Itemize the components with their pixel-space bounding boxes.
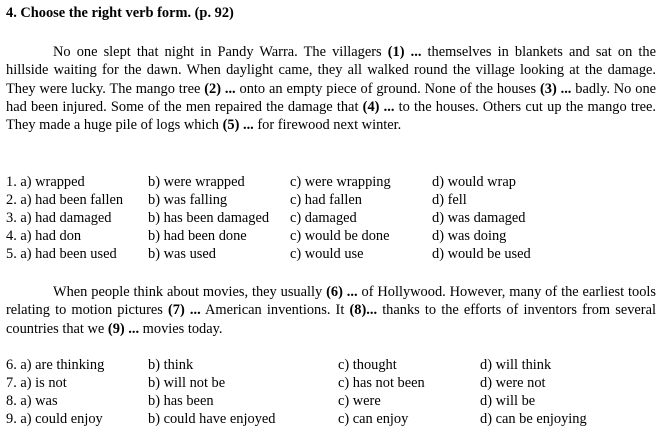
option-7b: b) will not be bbox=[148, 375, 226, 391]
option-6b: b) think bbox=[148, 357, 194, 373]
option-9b: b) could have enjoyed bbox=[148, 411, 276, 427]
option-1a: 1. a) wrapped bbox=[6, 174, 85, 190]
option-4b: b) had been done bbox=[148, 228, 247, 244]
passage-1: No one slept that night in Pandy Warra. The villagers (1) ... themselves in blankets and sat on the hillside waiting for the dawn. When daylight came, they all walked round the village looking at the damage. They were lucky. The mango tree (2) ... onto an empty piece of ground. None of the houses (3) ... badly. No one had been injured. Some of the men repaired the damage that (4) ... to the houses. Others cut up the mango tree. They made a huge pile of logs which (5) ... for firewood next winter. bbox=[6, 44, 657, 134]
option-3b: b) has been damaged bbox=[148, 210, 270, 226]
option-1d: d) would wrap bbox=[432, 174, 516, 190]
option-9c: c) can enjoy bbox=[338, 411, 409, 427]
option-6a: 6. a) are thinking bbox=[6, 357, 105, 373]
exercise-heading: 4. Choose the right verb form. (p. 92) bbox=[6, 5, 234, 21]
option-2a: 2. a) had been fallen bbox=[6, 192, 124, 208]
option-4d: d) was doing bbox=[432, 228, 507, 244]
option-7a: 7. a) is not bbox=[6, 375, 67, 391]
option-5d: d) would be used bbox=[432, 246, 531, 262]
option-7c: c) has not been bbox=[338, 375, 425, 391]
option-8c: c) were bbox=[338, 393, 381, 409]
blank-7: (7) ... bbox=[167, 302, 201, 319]
blank-3: (3) ... bbox=[539, 80, 572, 97]
option-8b: b) has been bbox=[148, 393, 214, 409]
passage-2: When people think about movies, they usually (6) ... of Hollywood. However, many of the earliest tools relating to motion pictures (7) ... American inventions. It (8)... thanks to the efforts of inventors from several countries that we (9) ... movies today. bbox=[6, 284, 656, 337]
option-1b: b) were wrapped bbox=[148, 174, 245, 190]
option-7d: d) were not bbox=[480, 375, 546, 391]
option-5a: 5. a) had been used bbox=[6, 246, 117, 262]
option-8a: 8. a) was bbox=[6, 393, 58, 409]
option-5b: b) was used bbox=[148, 246, 216, 262]
blank-5: (5) ... bbox=[222, 117, 254, 134]
option-2b: b) was falling bbox=[148, 192, 228, 208]
option-6d: d) will think bbox=[480, 357, 552, 373]
option-9d: d) can be enjoying bbox=[480, 411, 587, 427]
blank-6: (6) ... bbox=[326, 284, 358, 300]
option-3a: 3. a) had damaged bbox=[6, 210, 112, 226]
blank-2: (2) ... bbox=[204, 80, 236, 97]
blank-9: (9) ... bbox=[107, 320, 140, 337]
option-3c: c) damaged bbox=[290, 210, 357, 226]
option-4c: c) would be done bbox=[290, 228, 390, 244]
option-5c: c) would use bbox=[290, 246, 364, 262]
option-8d: d) will be bbox=[480, 393, 536, 409]
option-6c: c) thought bbox=[338, 357, 397, 373]
blank-4: (4) ... bbox=[362, 98, 395, 115]
option-9a: 9. a) could enjoy bbox=[6, 411, 103, 427]
option-1c: c) were wrapping bbox=[290, 174, 391, 190]
blank-1: (1) ... bbox=[387, 44, 422, 60]
option-3d: d) was damaged bbox=[432, 210, 526, 226]
blank-8: (8)... bbox=[349, 302, 378, 319]
option-2d: d) fell bbox=[432, 192, 467, 208]
option-4a: 4. a) had don bbox=[6, 228, 82, 244]
option-2c: c) had fallen bbox=[290, 192, 362, 208]
